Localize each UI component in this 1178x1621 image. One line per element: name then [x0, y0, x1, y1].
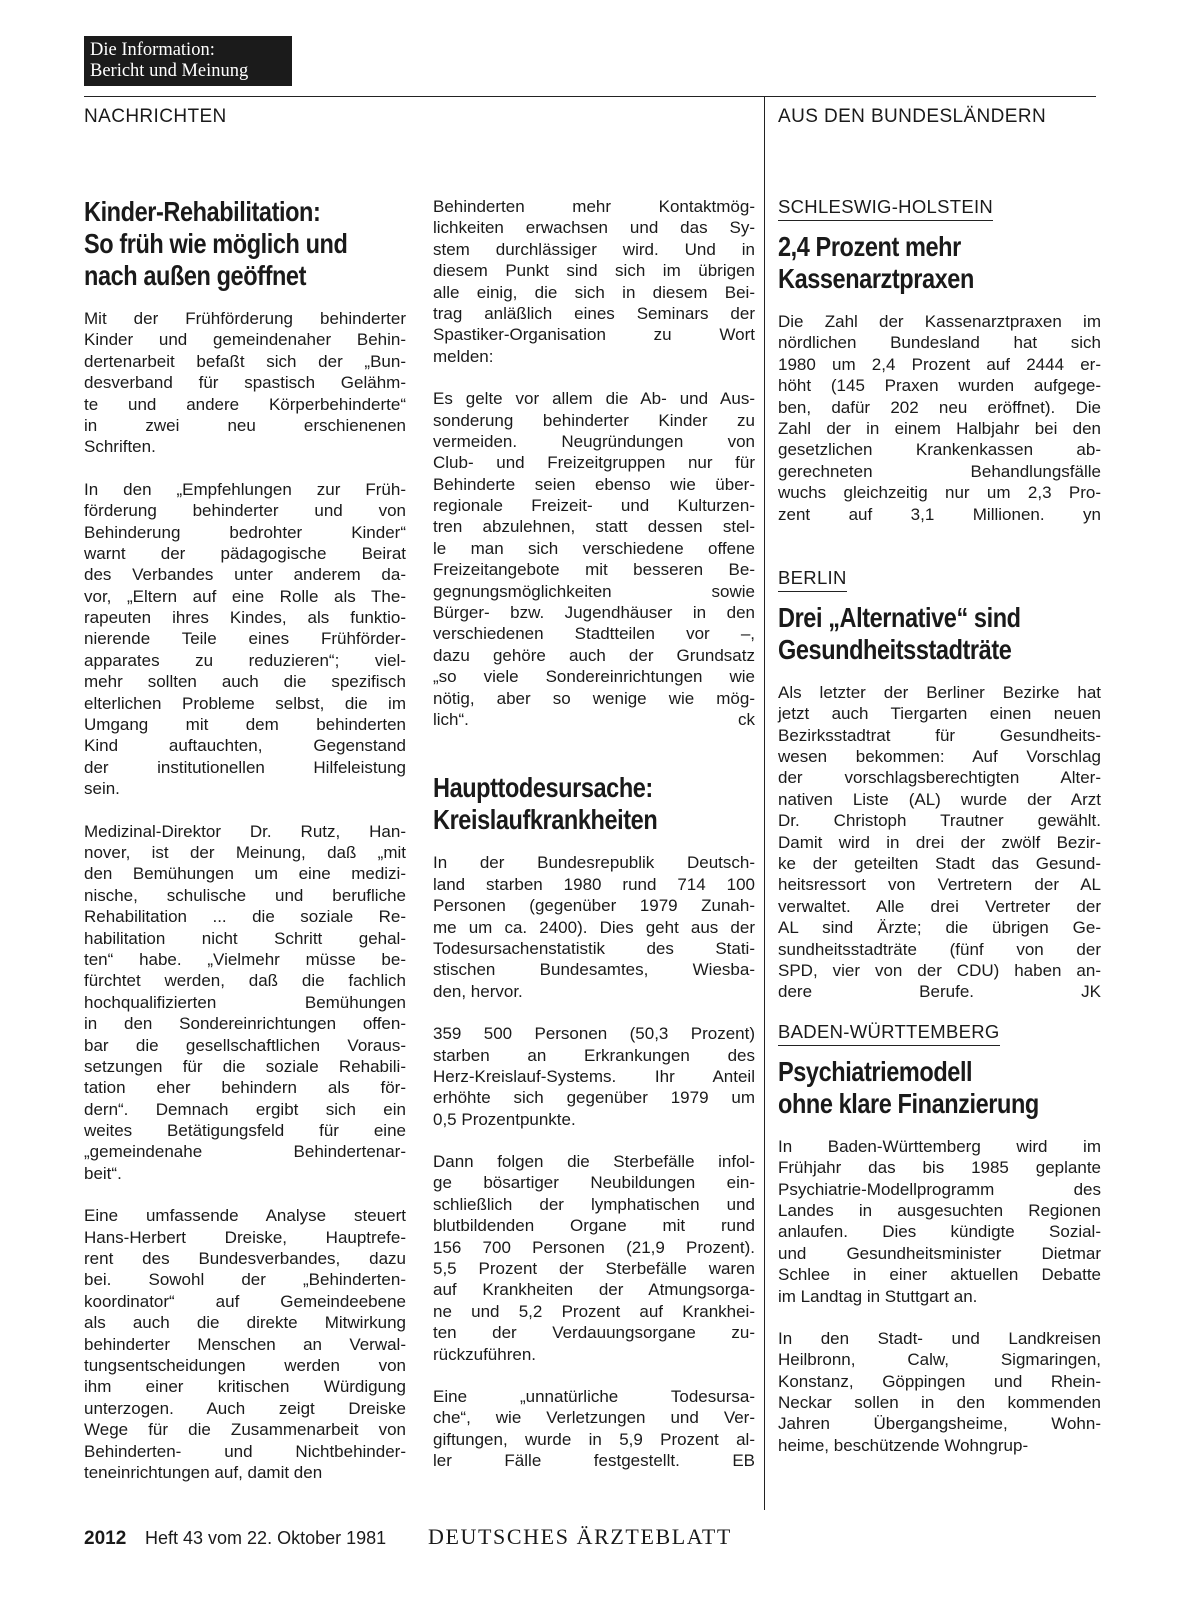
text-line: tation eher behindern als för- [84, 1078, 406, 1098]
paragraph [84, 479, 406, 800]
region-label: BADEN-WÜRTTEMBERG [778, 1021, 1101, 1046]
text-line: Spastiker-Organisation zu Wort [433, 325, 755, 345]
text-line: bar die gesellschaftlichen Voraus- [84, 1035, 406, 1055]
text-line: schließlich der lymphatischen und [433, 1194, 755, 1214]
paragraph [84, 821, 406, 1185]
paragraph [778, 311, 1101, 525]
text-line: In Baden-Württemberg wird im [778, 1136, 1101, 1156]
text-line: den Bemühungen um eine medizi- [84, 864, 406, 884]
text-line: vor, „Eltern auf eine Rolle als The- [84, 586, 406, 606]
text-line: nische, schulische und berufliche [84, 885, 406, 905]
text-line: nativen Liste (AL) wurde der Arzt [778, 789, 1101, 809]
text-line: In den „Empfehlungen zur Früh- [84, 479, 406, 499]
text-line: bei. Sowohl der „Behinderten- [84, 1270, 406, 1290]
paragraph [778, 1136, 1101, 1307]
text-line: behinderter Menschen an Verwal- [84, 1334, 406, 1354]
paragraph [84, 1205, 406, 1483]
text-line: Landes in ausgesuchten Regionen [778, 1200, 1101, 1220]
text-line: lich“. ck [433, 709, 755, 729]
text-line: 5,5 Prozent der Sterbefälle waren [433, 1259, 755, 1279]
text-line: elterlichen Probleme selbst, die im [84, 693, 406, 713]
text-line: dazu gehöre auch der Grundsatz [433, 645, 755, 665]
text-line: höht (145 Praxen wurden aufgege- [778, 376, 1101, 396]
text-line: Eine „unnatürliche Todesursa- [433, 1386, 755, 1406]
text-line: koordinator“ auf Gemeindeebene [84, 1291, 406, 1311]
text-line: vermeiden. Neugründungen von [433, 431, 755, 451]
badge-line: Die Information: [90, 40, 215, 60]
text-line: alle einig, die sich in diesem Bei- [433, 282, 755, 302]
text-line: gerechneten Behandlungsfälle [778, 461, 1101, 481]
article-headline: Haupttodesursache: Kreislaufkrankheiten [433, 772, 658, 836]
text-line: Psychiatrie-Modellprogramm des [778, 1179, 1101, 1199]
column-3 [778, 196, 1101, 1456]
text-line: der vorschlagsberechtigten Alter- [778, 768, 1101, 788]
text-line: Todesursachenstatistik des Stati- [433, 938, 755, 958]
issue-info: Heft 43 vom 22. Oktober 1981 [145, 1528, 387, 1548]
text-line: habilitation nicht Schritt gehal- [84, 928, 406, 948]
text-line: heitsressort von Vertretern der AL [778, 875, 1101, 895]
article-body-continued [433, 196, 755, 730]
text-line: Frühjahr das bis 1985 geplante [778, 1158, 1101, 1178]
text-line: ten“ habe. „Vielmehr müsse be- [84, 949, 406, 969]
text-line: te und andere Körperbehinderte“ [84, 394, 406, 414]
text-line: sein. [84, 779, 120, 799]
text-line: des Verbandes unter anderem da- [84, 565, 406, 585]
text-line: ge bösartiger Neubildungen ein- [433, 1173, 755, 1193]
text-line: und Gesundheitsminister Dietmar [778, 1243, 1101, 1263]
text-line: fürchtet werden, daß die fachlich [84, 971, 406, 991]
text-line: hochqualifizierten Bemühungen [84, 992, 406, 1012]
journal-name: DEUTSCHES ÄRZTEBLATT [428, 1524, 732, 1549]
text-line: setzungen für die soziale Rehabili- [84, 1056, 406, 1076]
text-line: der institutionellen Hilfeleistung [84, 757, 406, 777]
text-line: giftungen, wurde in 5,9 Prozent al- [433, 1429, 755, 1449]
text-line: Herz-Kreislauf-Systems. Ihr Anteil [433, 1066, 755, 1086]
text-line: Die Zahl der Kassenarztpraxen im [778, 312, 1101, 331]
paragraph [84, 308, 406, 458]
text-line: ben, dafür 202 neu eröffnet). Die [778, 397, 1101, 417]
text-line: Behinderten- und Nichtbehinder- [84, 1441, 406, 1461]
text-line: gegnungsmöglichkeiten sowie [433, 581, 755, 601]
article-body [433, 852, 755, 1471]
text-line: zent auf 3,1 Millionen. yn [778, 504, 1101, 524]
text-line: warnt der pädagogische Beirat [84, 543, 406, 563]
text-line: heime, beschützende Wohngrup- [778, 1435, 1029, 1455]
text-line: apparates zu reduzieren“; viel- [84, 650, 406, 670]
text-line: In der Bundesrepublik Deutsch- [433, 853, 755, 873]
text-line: diesem Punkt sind sich im übrigen [433, 261, 755, 281]
text-line: rent des Bundesverbandes, dazu [84, 1249, 406, 1269]
paragraph [778, 1328, 1101, 1456]
text-line: lichkeiten erwachsen und das Sy- [433, 218, 755, 238]
badge-line: Bericht und Meinung [90, 61, 249, 81]
article-body [778, 682, 1101, 1003]
text-line: dere Berufe. JK [778, 982, 1101, 1002]
text-line: jetzt auch Tiergarten einen neuen [778, 704, 1101, 724]
text-line: Personen (gegenüber 1979 Zunah- [433, 896, 755, 916]
text-line: Hans-Herbert Dreiske, Hauptrefe- [84, 1227, 406, 1247]
text-line: Heilbronn, Calw, Sigmaringen, [778, 1350, 1101, 1370]
text-line: Wege für die Zusammenarbeit von [84, 1420, 406, 1440]
text-line: blutbildenden Organe mit rund [433, 1216, 755, 1236]
text-line: AL sind Ärzte; die übrigen Ge- [778, 918, 1101, 938]
text-line: Behinderten mehr Kontaktmög- [433, 197, 755, 216]
text-line: Eine umfassende Analyse steuert [84, 1206, 406, 1226]
section-label-news: NACHRICHTEN [84, 106, 227, 127]
text-line: unterzogen. Auch zeigt Dreiske [84, 1398, 406, 1418]
text-line: nötig, aber so wenige wie mög- [433, 688, 755, 708]
text-line: im Landtag in Stuttgart an. [778, 1286, 978, 1306]
text-line: che“, wie Verletzungen und Ver- [433, 1408, 755, 1428]
text-line: verwaltet. Alle drei Vertreter der [778, 896, 1101, 916]
article-headline: Psychiatriemodell ohne klare Finanzierung [778, 1055, 1039, 1119]
column-1 [84, 196, 406, 1483]
text-line: auf Krankheiten der Atmungsorga- [433, 1280, 755, 1300]
region-label: BERLIN [778, 567, 1101, 592]
text-line: beit“. [84, 1163, 122, 1183]
text-line: Behinderung bedrohter Kinder“ [84, 522, 406, 542]
text-line: nierende Teile eines Frühförder- [84, 629, 406, 649]
text-line: ler Fälle festgestellt. EB [433, 1451, 755, 1471]
department-badge [84, 36, 292, 86]
text-line: Jahren Übergangsheime, Wohn- [778, 1414, 1101, 1434]
text-line: Bezirksstadtrat für Gesundheits- [778, 725, 1101, 745]
text-line: stem durchlässiger wird. Und in [433, 239, 755, 259]
paragraph [433, 852, 755, 1002]
article-body [778, 1136, 1101, 1456]
text-line: weites Betätigungsfeld für eine [84, 1121, 406, 1141]
text-line: dern“. Demnach ergibt sich ein [84, 1099, 406, 1119]
section-label-states: AUS DEN BUNDESLÄNDERN [778, 106, 1047, 127]
text-line: Dr. Christoph Trautner gewählt. [778, 811, 1101, 831]
paragraph [433, 388, 755, 730]
text-line: Schlee in einer aktuellen Debatte [778, 1265, 1101, 1285]
text-line: desverband für spastisch Gelähm- [84, 373, 406, 393]
text-line: „gemeindenahe Behindertenar- [84, 1142, 406, 1162]
text-line: le man sich verschiedene offene [433, 538, 755, 558]
text-line: melden: [433, 346, 494, 366]
text-line: stischen Bundesamtes, Wiesba- [433, 960, 755, 980]
text-line: regionale Freizeit- und Kulturzen- [433, 496, 755, 516]
text-line: Schriften. [84, 437, 156, 457]
article-headline: Drei „Alternative“ sind Gesundheitsstadträte [778, 601, 1021, 665]
article-headline: 2,4 Prozent mehr Kassenarztpraxen [778, 231, 974, 294]
text-line: Damit wird in drei der zwölf Bezir- [778, 832, 1101, 852]
text-line: nover, ist der Meinung, daß „mit [84, 842, 406, 862]
text-line: in den Sondereinrichtungen offen- [84, 1014, 406, 1034]
text-line: rapeuten ihres Kindes, als funktio- [84, 608, 406, 628]
text-line: 156 700 Personen (21,9 Prozent). [433, 1237, 755, 1257]
text-line: trag anläßlich eines Seminars der [433, 303, 755, 323]
text-line: ne und 5,2 Prozent auf Krankhei- [433, 1301, 755, 1321]
text-line: ke der geteilten Stadt das Gesund- [778, 854, 1101, 874]
text-line: erhöhte sich gegenüber 1979 um [433, 1088, 755, 1108]
text-line: den, hervor. [433, 981, 523, 1001]
text-line: ten der Verdauungsorgane zu- [433, 1323, 755, 1343]
text-line: wesen bekommen: Auf Vorschlag [778, 747, 1101, 767]
text-line: Mit der Frühförderung behinderter [84, 309, 406, 328]
article-body [84, 308, 406, 1483]
text-line: Bürger- bzw. Jugendhäuser in den [433, 603, 755, 623]
text-line: Konstanz, Göppingen und Rhein- [778, 1371, 1101, 1391]
text-line: Medizinal-Direktor Dr. Rutz, Han- [84, 821, 406, 841]
text-line: 1980 um 2,4 Prozent auf 2444 er- [778, 354, 1101, 374]
text-line: tungsentscheidungen werden von [84, 1355, 406, 1375]
text-line: mehr sollten auch die spezifisch [84, 672, 406, 692]
column-2 [433, 196, 755, 1472]
text-line: in zwei neu erschienenen [84, 415, 406, 435]
paragraph [778, 682, 1101, 1003]
text-line: 359 500 Personen (50,3 Prozent) [433, 1024, 755, 1044]
text-line: Als letzter der Berliner Bezirke hat [778, 682, 1101, 702]
text-line: förderung behinderter und von [84, 501, 406, 521]
text-line: Neckar sollen in den kommenden [778, 1393, 1101, 1413]
text-line: land starben 1980 rund 714 100 [433, 874, 755, 894]
page-number: 2012 [84, 1528, 127, 1549]
text-line: ihm einer kritischen Würdigung [84, 1377, 406, 1397]
text-line: „so viele Sondereinrichtungen wie [433, 667, 755, 687]
text-line: Dann folgen die Sterbefälle infol- [433, 1152, 755, 1172]
text-line: wuchs gleichzeitig nur um 2,3 Pro- [778, 483, 1101, 503]
text-line: Rehabilitation ... die soziale Re- [84, 907, 406, 927]
text-line: Zahl der in einem Halbjahr bei den [778, 418, 1101, 438]
text-line: dertenarbeit befaßt sich der „Bun- [84, 351, 406, 371]
text-line: me um ca. 2400). Dies geht aus der [433, 917, 755, 937]
text-line: verschiedenen Stadtteilen vor –, [433, 624, 755, 644]
text-line: Freizeitangebote mit besseren Be- [433, 560, 755, 580]
text-line: Es gelte vor allem die Ab- und Aus- [433, 389, 755, 409]
text-line: 0,5 Prozentpunkte. [433, 1109, 576, 1129]
text-line: tren abzulehnen, statt dessen stel- [433, 517, 755, 537]
text-line: SPD, vier von der CDU) haben an- [778, 960, 1101, 980]
text-line: als auch die direkte Mitwirkung [84, 1313, 406, 1333]
text-line: Club- und Freizeitgruppen nur für [433, 453, 755, 473]
text-line: Behinderte seien ebenso wie über- [433, 474, 755, 494]
text-line: sundheitsstadträte (fünf von der [778, 939, 1101, 959]
paragraph [433, 1386, 755, 1472]
text-line: Kind auftauchten, Gegenstand [84, 736, 406, 756]
text-line: rückzuführen. [433, 1344, 536, 1364]
region-label: SCHLESWIG-HOLSTEIN [778, 196, 1101, 221]
text-line: starben an Erkrankungen des [433, 1045, 755, 1065]
paragraph [433, 196, 755, 367]
text-line: teneinrichtungen auf, damit den [84, 1462, 323, 1482]
text-line: anlaufen. Dies kündigte Sozial- [778, 1222, 1101, 1242]
header-rule [84, 96, 1096, 97]
text-line: Umgang mit dem behinderten [84, 715, 406, 735]
text-line: Kinder und gemeindenaher Behin- [84, 330, 406, 350]
article-headline: Kinder-Rehabilitation: So früh wie möglich und nach außen geöffnet [84, 196, 348, 291]
text-line: In den Stadt- und Landkreisen [778, 1328, 1101, 1348]
text-line: sonderung behinderter Kinder zu [433, 410, 755, 430]
text-line: nördlichen Bundesland hat sich [778, 333, 1101, 353]
article-body [778, 311, 1101, 525]
paragraph [433, 1023, 755, 1130]
text-line: gesetzlichen Krankenkassen ab- [778, 440, 1101, 460]
paragraph [433, 1151, 755, 1365]
column-divider [764, 96, 765, 1510]
